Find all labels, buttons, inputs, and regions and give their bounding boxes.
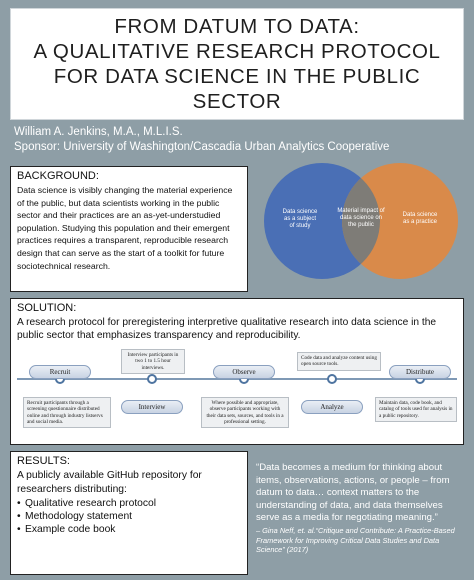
step-distribute: Distribute [389,365,451,379]
background-heading: BACKGROUND: [17,170,99,182]
note-distribute: Maintain data, code book, and catalog of tools used for analysis in a public repository. [375,397,457,422]
solution-section [10,298,464,445]
venn-middle-label-1: Material impact of [337,208,385,214]
solution-heading: SOLUTION: [17,302,77,314]
timeline-dot-interview [147,374,157,384]
results-item-methodology: • Methodology statement [17,510,241,523]
poster-title-box [10,8,464,120]
title-line-2: A QUALITATIVE RESEARCH PROTOCOL [33,40,441,63]
quote-block [256,462,466,555]
step-analyze: Analyze [301,400,363,414]
venn-diagram [252,160,468,282]
note-observe: Where possible and appropriate, observe participants working with their data sets, sources, and tools in a professional setting. [201,397,289,428]
results-text: A publicly available GitHub repository for researchers distributing: [17,470,202,495]
note-analyze: Code data and analyze content using open source tools. [297,352,381,371]
step-observe: Observe [213,365,275,379]
results-heading: RESULTS: [17,455,70,467]
title-line-1: FROM DATUM TO DATA: [114,15,360,38]
venn-left-label-3: of study [289,223,311,229]
title-line-4: SECTOR [192,90,282,113]
quote-citation: – Gina Neff, et. al.“Critique and Contribute: A Practice-Based Framework for Improving Critical Data Studies and Data Science” (2017) [256,525,455,555]
author-name: William A. Jenkins, M.A., M.L.I.S. [14,126,183,138]
sponsor-line: Sponsor: University of Washington/Cascadia Urban Analytics Cooperative [14,141,390,153]
step-interview: Interview [121,400,183,414]
venn-right-label-2: as a practice [402,219,438,225]
step-recruit: Recruit [29,365,91,379]
venn-left-label-1: Data science [282,209,318,215]
venn-middle-label-2: data science on [339,215,383,221]
quote-text: “Data becomes a medium for thinking about items, observations, actions, or people – from datum to data… context matters to the understanding of data, and data themselves serve as a media for negotiating meaning.” [256,462,450,524]
background-text: Data science is visibly changing the material experience of the public, but data scientists working in the public sector and their practices are an as-yet-understudied population. Studying this population and their emergent practices requires a transparent, reproducible research design that can serve as the start of a toolkit for future sociotechnical research. [17,185,233,271]
protocol-timeline [17,352,457,440]
solution-text: A research protocol for preregistering interpretive qualitative research into data science in the public sector that emphasizes transparency and reproducibility. [17,317,437,342]
title-line-3: FOR DATA SCIENCE IN THE PUBLIC [53,65,421,88]
venn-middle-label-3: the public [348,222,374,228]
results-section [10,451,248,575]
results-list [17,497,241,537]
venn-left-label-2: as a subject [283,216,317,222]
background-section [10,166,248,292]
results-item-protocol: • Qualitative research protocol [17,497,241,510]
timeline-dot-analyze [327,374,337,384]
venn-right-label-1: Data science [402,212,438,218]
note-interview: Interview participants in two 1 to 1.5 hour interviews. [121,349,185,374]
results-item-codebook: • Example code book [17,523,241,536]
note-recruit: Recruit participants through a screening questionnaire distributed online and through industry listservs and social media. [23,397,111,428]
